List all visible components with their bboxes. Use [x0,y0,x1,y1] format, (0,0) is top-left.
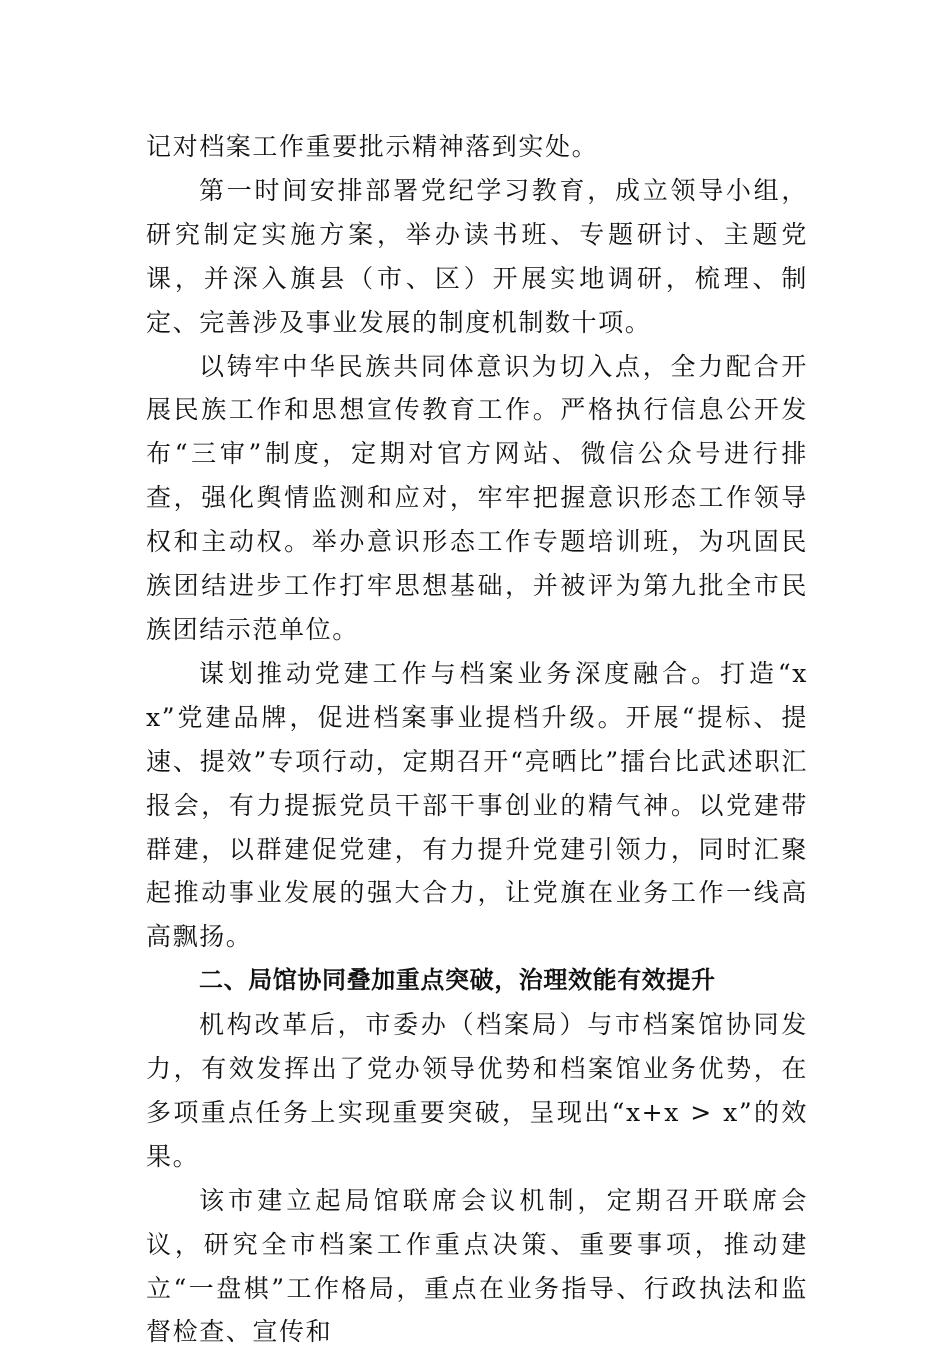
document-body [146,125,808,1354]
paragraph-party-building: 谋划推动党建工作与档案业务深度融合。打造“xx”党建品牌，促进档案事业提档升级。开展“提标、提速、提效”专项行动，定期召开“亮晒比”擂台比武述职汇报会，有力提振党员干部干事创业的精气神。以党建带群建，以群建促党建，有力提升党建引领力，同时汇聚起推动事业发展的强大合力，让党旗在业务工作一线高高飘扬。 [146,658,808,952]
section-heading: 二、局馆协同叠加重点突破，治理效能有效提升 [199,966,716,995]
paragraph-joint-meeting: 该市建立起局馆联席会议机制，定期召开联席会议，研究全市档案工作重点决策、重要事项，推动建立“一盘棋”工作格局，重点在业务指导、行政执法和监督检查、宣传和 [146,1185,808,1347]
paragraph-institution-reform: 机构改革后，市委办（档案局）与市档案馆协同发力，有效发挥出了党办领导优势和档案馆业务优势，在多项重点任务上实现重要突破，呈现出“x+x > x”的效果。 [146,1010,808,1171]
paragraph-continuation: 记对档案工作重要批示精神落到实处。 [146,132,599,161]
paragraph-party-discipline: 第一时间安排部署党纪学习教育，成立领导小组，研究制定实施方案，举办读书班、专题研讨、主题党课，并深入旗县（市、区）开展实地调研，梳理、制定、完善涉及事业发展的制度机制数十项。 [146,175,808,337]
paragraph-ethnic-unity: 以铸牢中华民族共同体意识为切入点，全力配合开展民族工作和思想宣传教育工作。严格执行信息公开发布“三审”制度，定期对官方网站、微信公众号进行排查，强化舆情监测和应对，牢牢把握意识形态工作领导权和主动权。举办意识形态工作专题培训班，为巩固民族团结进步工作打牢思想基础，并被评为第九批全市民族团结示范单位。 [146,351,808,644]
